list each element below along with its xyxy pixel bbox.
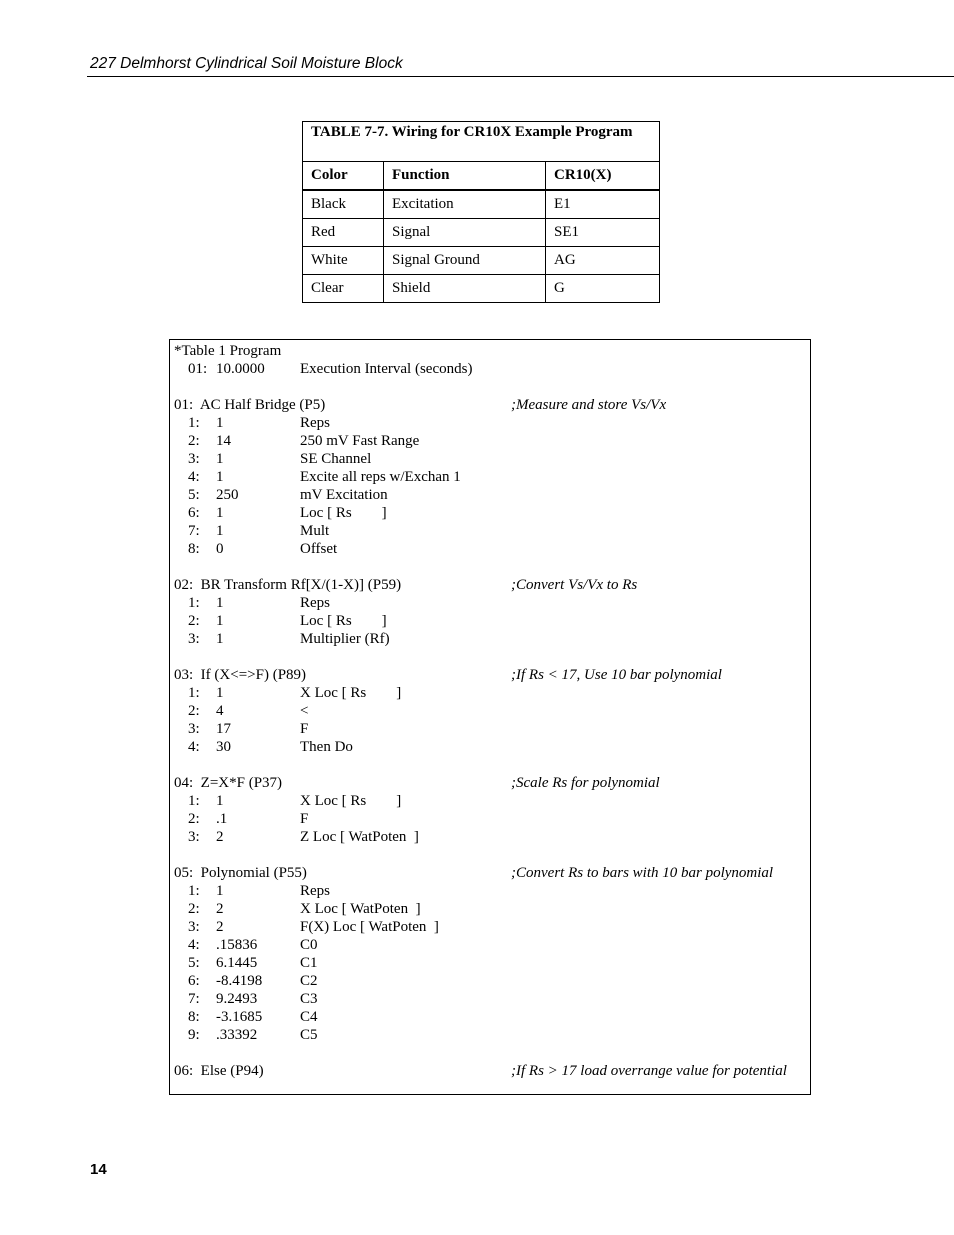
table-cell: E1 — [546, 190, 660, 219]
parameter-line — [170, 738, 810, 756]
param-value: 30 — [216, 739, 231, 755]
instruction-title-line — [170, 396, 810, 414]
param-index: 4: — [188, 469, 200, 485]
param-index: 7: — [188, 523, 200, 539]
parameter-line — [170, 468, 810, 486]
parameter-line — [170, 972, 810, 990]
table-cell: Signal — [384, 219, 546, 247]
table-cell: Shield — [384, 275, 546, 303]
parameter-line — [170, 684, 810, 702]
program-listing — [169, 339, 811, 1095]
table-cell: Red — [303, 219, 384, 247]
param-description: Z Loc [ WatPoten ] — [300, 829, 419, 845]
table-cell: Clear — [303, 275, 384, 303]
param-description: X Loc [ Rs ] — [300, 793, 402, 809]
program-title-line — [170, 342, 810, 360]
param-index: 9: — [188, 1027, 200, 1043]
instruction-title: 03: If (X<=>F) (P89) — [174, 667, 307, 683]
param-description: Offset — [300, 541, 338, 557]
parameter-line — [170, 990, 810, 1008]
param-description: Mult — [300, 523, 330, 539]
param-description: F — [300, 811, 309, 827]
instruction-comment: ;If Rs < 17, Use 10 bar polynomial — [511, 667, 722, 683]
param-description: Multiplier (Rf) — [300, 631, 390, 647]
parameter-line — [170, 900, 810, 918]
param-description: SE Channel — [300, 451, 372, 467]
param-index: 7: — [188, 991, 200, 1007]
param-index: 5: — [188, 487, 200, 503]
param-description: C4 — [300, 1009, 318, 1025]
param-description: C2 — [300, 973, 318, 989]
table-row — [303, 247, 660, 275]
instruction-title: 06: Else (P94) — [174, 1063, 264, 1079]
param-value: -8.4198 — [216, 973, 263, 989]
param-value: 250 — [216, 487, 239, 503]
param-value: 1 — [216, 685, 224, 701]
instruction-title-line — [170, 864, 810, 882]
parameter-line — [170, 612, 810, 630]
table-row — [303, 190, 660, 219]
table-cell: AG — [546, 247, 660, 275]
param-index: 1: — [188, 883, 200, 899]
param-value: 1 — [216, 469, 224, 485]
param-value: 2 — [216, 901, 224, 917]
program-title: *Table 1 Program — [174, 343, 282, 359]
interval-line — [170, 360, 810, 378]
param-description: Execution Interval (seconds) — [300, 361, 473, 377]
param-description: Reps — [300, 595, 330, 611]
column-header-color: Color — [303, 162, 384, 191]
table-caption: TABLE 7-7. Wiring for CR10X Example Program — [303, 122, 660, 162]
table-cell: Black — [303, 190, 384, 219]
instruction-comment: ;Convert Vs/Vx to Rs — [511, 577, 638, 593]
parameter-line — [170, 432, 810, 450]
param-description: F(X) Loc [ WatPoten ] — [300, 919, 439, 935]
param-index: 4: — [188, 739, 200, 755]
param-description: C0 — [300, 937, 318, 953]
param-index: 2: — [188, 811, 200, 827]
param-description: Reps — [300, 415, 330, 431]
header-rule — [87, 76, 954, 77]
param-index: 1: — [188, 793, 200, 809]
param-description: Then Do — [300, 739, 353, 755]
table-cell: Excitation — [384, 190, 546, 219]
param-value: 17 — [216, 721, 231, 737]
parameter-line — [170, 1008, 810, 1026]
param-index: 2: — [188, 433, 200, 449]
table-row — [303, 219, 660, 247]
param-index: 1: — [188, 415, 200, 431]
param-index: 1: — [188, 595, 200, 611]
param-description: Loc [ Rs ] — [300, 613, 387, 629]
parameter-line — [170, 792, 810, 810]
table-cell: White — [303, 247, 384, 275]
instruction-title: 04: Z=X*F (P37) — [174, 775, 283, 791]
instruction-title-line — [170, 1062, 810, 1080]
instruction-comment: ;Convert Rs to bars with 10 bar polynomial — [511, 865, 774, 881]
parameter-line — [170, 810, 810, 828]
param-value: 2 — [216, 829, 224, 845]
param-index: 3: — [188, 919, 200, 935]
param-index: 3: — [188, 829, 200, 845]
param-description: X Loc [ WatPoten ] — [300, 901, 421, 917]
parameter-line — [170, 828, 810, 846]
param-description: C3 — [300, 991, 318, 1007]
table-cell: G — [546, 275, 660, 303]
instruction-title-line — [170, 774, 810, 792]
parameter-line — [170, 504, 810, 522]
page-header-title: 227 Delmhorst Cylindrical Soil Moisture Block — [90, 55, 403, 72]
param-description: Loc [ Rs ] — [300, 505, 387, 521]
parameter-line — [170, 918, 810, 936]
parameter-line — [170, 450, 810, 468]
instruction-title-line — [170, 666, 810, 684]
param-index: 3: — [188, 631, 200, 647]
param-value: 1 — [216, 595, 224, 611]
wiring-table — [302, 121, 660, 303]
parameter-line — [170, 522, 810, 540]
param-description: mV Excitation — [300, 487, 388, 503]
parameter-line — [170, 1026, 810, 1044]
param-value: .33392 — [216, 1027, 258, 1043]
param-index: 3: — [188, 721, 200, 737]
parameter-line — [170, 540, 810, 558]
param-description: 250 mV Fast Range — [300, 433, 420, 449]
param-value: 1 — [216, 631, 224, 647]
table-cell: Signal Ground — [384, 247, 546, 275]
param-index: 3: — [188, 451, 200, 467]
parameter-line — [170, 486, 810, 504]
param-value: 10.0000 — [216, 361, 265, 377]
parameter-line — [170, 594, 810, 612]
param-value: 1 — [216, 613, 224, 629]
param-value: 1 — [216, 451, 224, 467]
param-value: 1 — [216, 793, 224, 809]
instruction-comment: ;Scale Rs for polynomial — [511, 775, 660, 791]
table-cell: SE1 — [546, 219, 660, 247]
param-value: 0 — [216, 541, 224, 557]
instruction-comment: ;If Rs > 17 load overrange value for potential — [511, 1063, 787, 1079]
param-description: C1 — [300, 955, 318, 971]
param-value: 14 — [216, 433, 231, 449]
parameter-line — [170, 954, 810, 972]
param-index: 1: — [188, 685, 200, 701]
param-value: .1 — [216, 811, 228, 827]
param-index: 2: — [188, 703, 200, 719]
param-index: 8: — [188, 541, 200, 557]
instruction-title-line — [170, 576, 810, 594]
column-header-cr10x: CR10(X) — [546, 162, 660, 191]
param-index: 8: — [188, 1009, 200, 1025]
param-value: 1 — [216, 415, 224, 431]
param-value: 2 — [216, 919, 224, 935]
parameter-line — [170, 630, 810, 648]
param-index: 2: — [188, 613, 200, 629]
table-row — [303, 275, 660, 303]
param-index: 01: — [188, 361, 208, 377]
param-description: < — [300, 703, 309, 719]
param-index: 6: — [188, 973, 200, 989]
param-value: .15836 — [216, 937, 258, 953]
param-value: 6.1445 — [216, 955, 258, 971]
parameter-line — [170, 936, 810, 954]
parameter-line — [170, 702, 810, 720]
instruction-title: 05: Polynomial (P55) — [174, 865, 307, 881]
param-description: C5 — [300, 1027, 318, 1043]
parameter-line — [170, 414, 810, 432]
param-description: Excite all reps w/Exchan 1 — [300, 469, 461, 485]
param-value: 1 — [216, 523, 224, 539]
param-index: 2: — [188, 901, 200, 917]
param-value: -3.1685 — [216, 1009, 263, 1025]
instruction-title: 01: AC Half Bridge (P5) — [174, 397, 326, 413]
param-value: 1 — [216, 883, 224, 899]
column-header-function: Function — [384, 162, 546, 191]
param-index: 4: — [188, 937, 200, 953]
param-index: 6: — [188, 505, 200, 521]
page-number: 14 — [90, 1161, 107, 1178]
param-value: 9.2493 — [216, 991, 258, 1007]
param-description: Reps — [300, 883, 330, 899]
param-value: 4 — [216, 703, 224, 719]
param-description: F — [300, 721, 309, 737]
param-description: X Loc [ Rs ] — [300, 685, 402, 701]
param-value: 1 — [216, 505, 224, 521]
parameter-line — [170, 720, 810, 738]
instruction-title: 02: BR Transform Rf[X/(1-X)] (P59) — [174, 577, 402, 593]
param-index: 5: — [188, 955, 200, 971]
parameter-line — [170, 882, 810, 900]
instruction-comment: ;Measure and store Vs/Vx — [511, 397, 667, 413]
